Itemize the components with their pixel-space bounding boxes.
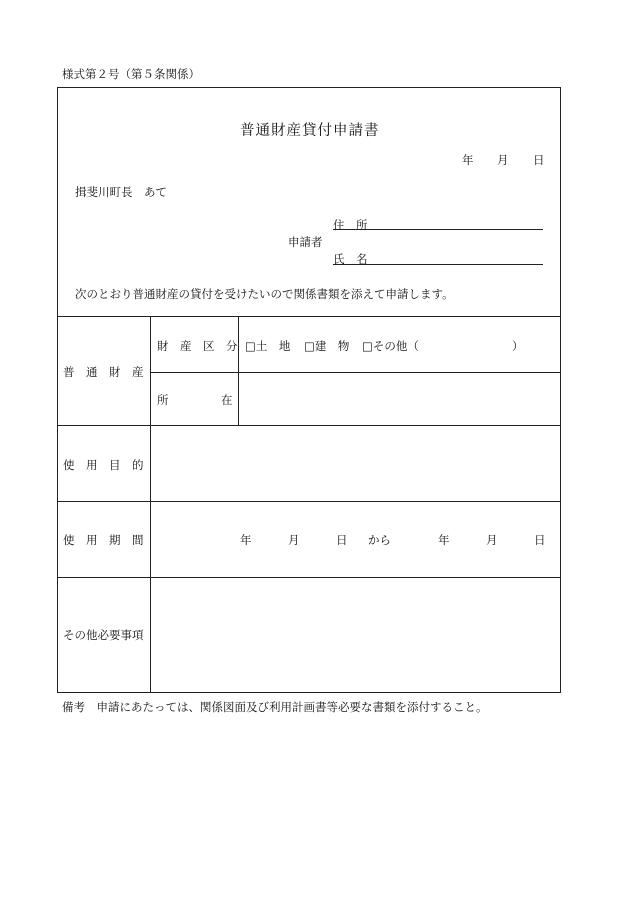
form-title: 普通財産貸付申請書 [240, 123, 380, 139]
date-year-label: 年 [462, 153, 474, 167]
property-label: 普 通 財 産 [63, 365, 144, 379]
option-other-close-paren: ） [512, 339, 524, 353]
other-matters-field[interactable] [151, 578, 560, 692]
other-matters-label: その他必要事項 [63, 628, 144, 642]
location-field[interactable] [239, 373, 560, 424]
option-land-checkbox[interactable]: □土 地 [245, 339, 291, 353]
name-field[interactable] [333, 264, 543, 265]
period-day-start: 日 [336, 533, 348, 547]
period-month-start: 月 [288, 533, 300, 547]
option-building-checkbox[interactable]: □建 物 [304, 339, 350, 353]
row-divider [57, 501, 561, 502]
location-label-first: 所 [157, 393, 169, 407]
footer-note: 備考 申請にあたっては、関係図面及び利用計画書等必要な書類を添付すること。 [62, 700, 488, 714]
statement-text: 次のとおり普通財産の貸付を受けたいので関係書類を添えて申請します。 [75, 287, 454, 301]
date-month-label: 月 [497, 153, 509, 167]
form-number: 様式第２号（第５条関係） [62, 67, 200, 81]
period-year-end: 年 [438, 533, 450, 547]
location-label-second: 在 [221, 393, 233, 407]
purpose-label: 使 用 目 的 [63, 458, 144, 472]
address-label: 住 所 [333, 218, 368, 232]
purpose-field[interactable] [151, 426, 560, 500]
address-field[interactable] [333, 229, 543, 230]
period-day-end: 日 [534, 533, 546, 547]
period-year-start: 年 [240, 533, 252, 547]
period-label: 使 用 期 間 [63, 533, 144, 547]
table-top-line [57, 316, 561, 317]
category-label: 財 産 区 分 [157, 339, 238, 353]
name-label: 氏 名 [333, 252, 368, 266]
addressee: 揖斐川町長 あて [75, 185, 167, 199]
date-day-label: 日 [533, 153, 545, 167]
period-from: から [368, 533, 391, 547]
applicant-label: 申請者 [288, 235, 323, 249]
period-month-end: 月 [486, 533, 498, 547]
option-other-checkbox[interactable]: □その他（ [362, 339, 419, 353]
